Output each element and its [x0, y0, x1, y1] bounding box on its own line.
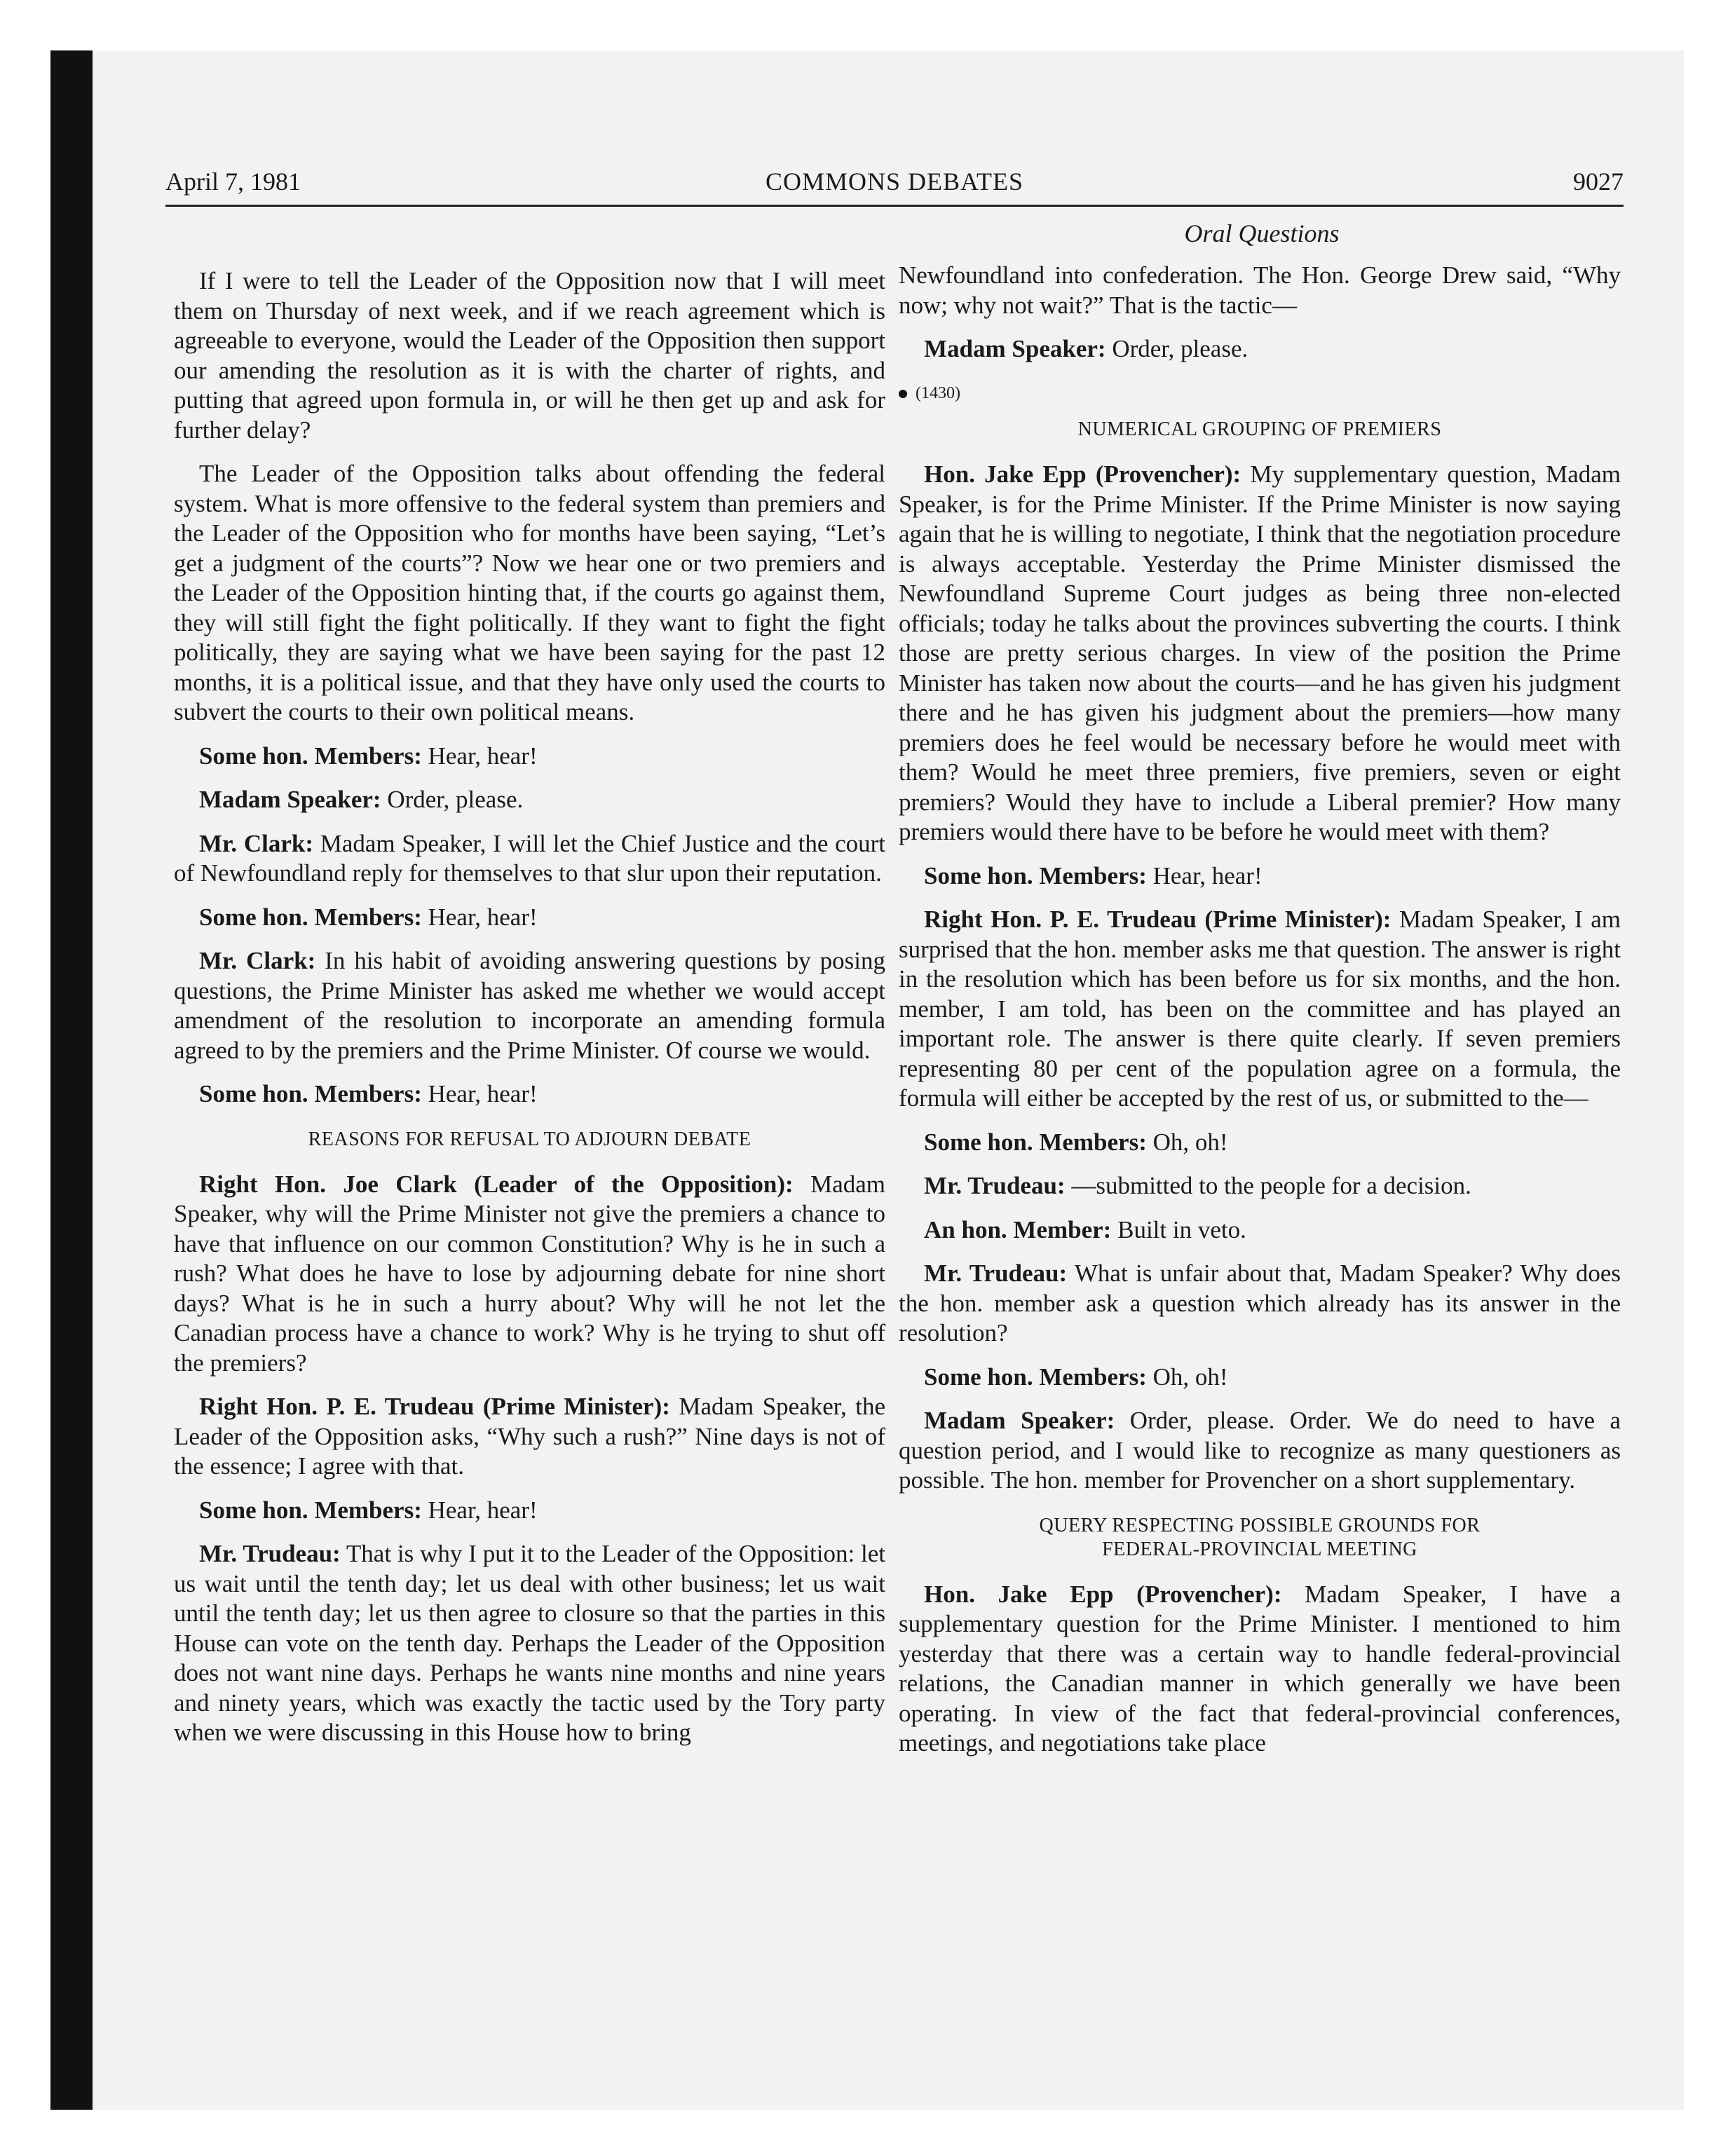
speaker-name: Some hon. Members: — [924, 1128, 1147, 1156]
section-title: Oral Questions — [1184, 219, 1340, 247]
speech-paragraph — [174, 1496, 885, 1526]
time-marker — [899, 378, 1621, 409]
right-paragraphs-2 — [899, 1580, 1621, 1759]
speech-text: If I were to tell the Leader of the Opposition now that I will meet them on Thursday of next week, and if we reach agreement which is agreeable to everyone, would the Leader of the Opposition then support our amending the resolution as it is with the charter of rights, and putting that agreed upon formula in, or will he then get up and ask for further delay? — [174, 267, 885, 444]
speech-text: Madam Speaker, the Leader of the Opposition asks, “Why such a rush?” Nine days is not of the essence; I agree with that. — [174, 1393, 885, 1480]
speech-paragraph — [899, 1363, 1621, 1393]
speech-text: Oh, oh! — [1152, 1363, 1228, 1391]
speaker-name: Right Hon. P. E. Trudeau (Prime Minister): — [924, 906, 1392, 933]
speaker-name: Right Hon. Joe Clark (Leader of the Opposition): — [199, 1170, 794, 1198]
speaker-name: Mr. Trudeau: — [199, 1540, 341, 1567]
left-paragraphs — [174, 266, 885, 1110]
speech-text: Madam Speaker, I will let the Chief Justice and the court of Newfoundland reply for themselves to that slur upon their reputation. — [174, 829, 886, 887]
speech-text: Madam Speaker, I have a supplementary question for the Prime Minister. I mentioned to him yesterday that there was a certain way to handle federal-provincial relations, the Canadian manner in which generally we have been operating. In view of the fact that federal-provincial conferences, meetings, and negotiations take place — [899, 1580, 1621, 1756]
speech-text: Oh, oh! — [1152, 1128, 1228, 1156]
speaker-name: Some hon. Members: — [199, 903, 422, 931]
speech-paragraph — [899, 334, 1621, 364]
speech-paragraph — [899, 460, 1621, 847]
section-heading-adjourn: REASONS FOR REFUSAL TO ADJOURN DEBATE — [308, 1128, 751, 1150]
speech-text: What is unfair about that, Madam Speaker? Why does the hon. member ask a question which already has its answer in the resolution? — [899, 1260, 1621, 1346]
speech-text: The Leader of the Opposition talks about offending the federal system. What is more offensive to the federal system than premiers and the Leader of the Opposition who for months have been saying, “Let’s get a judgment of the courts”? Now we hear one or two premiers and the Leader of the Opposition hinting that, if the courts go against them, they will still fight the fight politically. If they want to fight the fight politically, they are saying what we have been saying for the past 12 months, it is a political issue, and that they have only used the courts to subvert the courts to their own political means. — [174, 460, 885, 725]
speech-text: Built in veto. — [1117, 1215, 1246, 1243]
section-heading-query — [899, 1514, 1621, 1562]
speaker-name: Mr. Clark: — [199, 947, 316, 974]
speaker-name: Mr. Trudeau: — [924, 1172, 1066, 1199]
speech-paragraph — [174, 1170, 885, 1379]
speech-text: Madam Speaker, I am surprised that the hon. member asks me that question. The answer is right in the resolution which has been before us for six months, and the hon. member, I am told, has been on the committee and has played an important role. The answer is there quite clearly. If seven premiers representing 80 per cent of the population agree on a formula, the formula will either be accepted by the rest of us, or submitted to the— — [899, 906, 1621, 1112]
speech-paragraph — [174, 1079, 885, 1110]
speech-paragraph — [174, 742, 885, 772]
speech-text: Hear, hear! — [428, 1080, 538, 1107]
speech-text: Hear, hear! — [428, 1496, 538, 1524]
speech-paragraph — [174, 1392, 885, 1482]
heading-line: FEDERAL-PROVINCIAL MEETING — [1102, 1538, 1417, 1560]
speaker-name: Hon. Jake Epp (Provencher): — [924, 460, 1241, 488]
speech-text: That is why I put it to the Leader of the Opposition: let us wait until the tenth day; let us deal with other business; let us wait until the tenth day; let us then agree to closure so that the parties in this House can vote on the tenth day. Perhaps the Leader of the Opposition does not want nine days. Perhaps he wants nine months and nine years and ninety years, which was exactly the tactic used by the Tory party when we were discussing in this House how to bring — [174, 1540, 885, 1746]
speech-paragraph — [899, 905, 1621, 1114]
speech-paragraph — [174, 946, 885, 1065]
speech-paragraph — [899, 1171, 1621, 1201]
speaker-name: Madam Speaker: — [199, 786, 381, 813]
speaker-name: Some hon. Members: — [199, 742, 422, 770]
speech-paragraph — [174, 1539, 885, 1748]
speaker-name: Madam Speaker: — [924, 335, 1106, 362]
right-column — [899, 261, 1621, 1773]
binding-edge — [50, 50, 93, 2110]
speaker-name: Hon. Jake Epp (Provencher): — [924, 1580, 1282, 1608]
bullet-icon — [899, 390, 907, 398]
header-date: April 7, 1981 — [165, 168, 301, 196]
speech-text: Order, please. — [1112, 335, 1248, 362]
speaker-name: Right Hon. P. E. Trudeau (Prime Minister): — [199, 1393, 670, 1420]
section-heading-numerical: NUMERICAL GROUPING OF PREMIERS — [1077, 418, 1442, 440]
speech-text: Hear, hear! — [428, 742, 538, 770]
speech-paragraph — [899, 1259, 1621, 1349]
speech-paragraph — [174, 903, 885, 933]
speech-paragraph — [899, 861, 1621, 892]
speech-text: My supplementary question, Madam Speaker, is for the Prime Minister. If the Prime Minister is now saying again that he is willing to negotiate, I think that the negotiation procedure is always acceptable. Yesterday the Prime Minister dismissed the Newfoundland Supreme Court judges as being three non-elected officials; today he talks about the provinces subverting the courts. I think those are pretty serious charges. In view of the position the Prime Minister has taken now about the courts—and he has given his judgment there and he has given his judgment about the premiers—how many premiers does he feel would be necessary before he would meet with them? Would he meet three premiers, five premiers, seven or eight premiers? Would they have to include a Liberal premier? How many premiers would there have to be before he would meet with them? — [899, 460, 1621, 845]
speech-text: —submitted to the people for a decision. — [1071, 1172, 1471, 1199]
speech-text: Hear, hear! — [1152, 861, 1263, 889]
speech-paragraph — [899, 1406, 1621, 1496]
speech-paragraph — [899, 1215, 1621, 1246]
speaker-name: Some hon. Members: — [199, 1496, 422, 1524]
speaker-name: Mr. Trudeau: — [924, 1260, 1068, 1287]
speech-text: Madam Speaker, why will the Prime Minister not give the premiers a chance to have that influence on our common Constitution? Why is he in such a rush? What does he have to lose by adjourning debate for nine short days? What is he in such a hurry about? Why will he not let the Canadian process have a chance to work? Why is he trying to shut off the premiers? — [174, 1170, 886, 1377]
left-column — [174, 266, 885, 1762]
speaker-name: Some hon. Members: — [924, 1363, 1147, 1391]
header-title: COMMONS DEBATES — [765, 168, 1024, 196]
right-paragraphs — [899, 460, 1621, 1496]
speech-text: Order, please. — [387, 786, 524, 813]
running-header — [165, 167, 1624, 207]
speech-paragraph — [174, 266, 885, 445]
speaker-name: Mr. Clark: — [199, 829, 313, 857]
speech-paragraph — [899, 1580, 1621, 1759]
speech-paragraph — [174, 785, 885, 815]
speech-paragraph — [174, 829, 885, 889]
speech-paragraph — [899, 1128, 1621, 1158]
time-marker-text: (1430) — [916, 383, 960, 402]
speaker-name: Some hon. Members: — [199, 1080, 422, 1107]
heading-line: QUERY RESPECTING POSSIBLE GROUNDS FOR — [1039, 1514, 1481, 1536]
speaker-name: Madam Speaker: — [924, 1407, 1115, 1434]
speaker-name: An hon. Member: — [924, 1215, 1112, 1243]
page-number: 9027 — [1573, 168, 1624, 196]
continued-paragraph: Newfoundland into confederation. The Hon. George Drew said, “Why now; why not wait?” That is the tactic— — [899, 261, 1621, 319]
speaker-name: Some hon. Members: — [924, 861, 1147, 889]
speech-text: In his habit of avoiding answering questions by posing questions, the Prime Minister has asked me whether we would accept amendment of the resolution to incorporate an amending formula agreed to by the premiers and the Prime Minister. Of course we would. — [174, 947, 885, 1064]
left-paragraphs-2 — [174, 1170, 885, 1748]
speech-text: Hear, hear! — [428, 903, 538, 931]
speech-text: Order, please. Order. We do need to have a question period, and I would like to recognize as many questioners as possible. The hon. member for Provencher on a short supplementary. — [899, 1407, 1621, 1494]
speech-paragraph — [174, 459, 885, 728]
